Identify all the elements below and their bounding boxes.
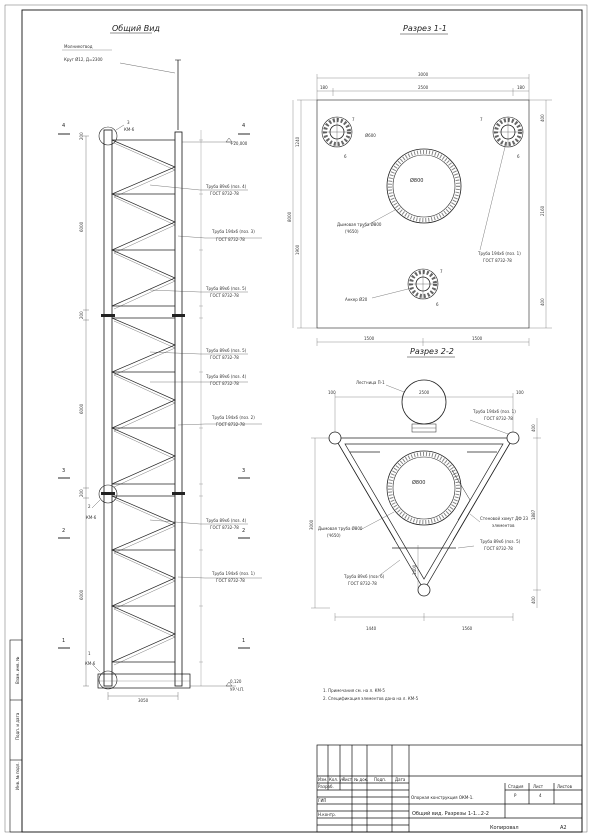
- tb-project: Опорная конструкция ОКМ-1.: [411, 795, 474, 800]
- section-1-left-dim-1: 1240: [295, 136, 300, 147]
- section-2-frame: [335, 438, 513, 590]
- note-2: 2. Спецификация элементов дана на л. КМ-5: [323, 696, 419, 701]
- section-2-top-dim-2: 2500: [419, 390, 430, 395]
- callout-7-line-2: ГОСТ 8732-78: [210, 525, 239, 530]
- section-1-small-dim: Ø600: [365, 133, 376, 138]
- callout-8-line-2: ГОСТ 8732-78: [216, 578, 245, 583]
- tb-sheet-title: Общий вид. Разрезы 1-1...2-2: [412, 811, 489, 817]
- note-1: 1. Примечания см. на л. КМ-5: [323, 688, 385, 693]
- tb-header-3: Лист: [342, 777, 353, 782]
- section-1-top-dim-2: 2500: [418, 85, 429, 90]
- splice-nodes: [101, 314, 185, 495]
- section-2-node-left: [329, 432, 341, 444]
- tb-stage-header: Стадия: [508, 784, 524, 789]
- section-2-2: [309, 347, 541, 631]
- section-2-right-dim-3: 400: [531, 596, 536, 604]
- section-1-chimney-label-2: (Ч650): [345, 229, 359, 234]
- tb-row-1: Разраб.: [318, 784, 334, 789]
- cut-label-3-right: 3: [242, 468, 246, 474]
- node-number-3: 1: [88, 651, 91, 656]
- section-1-title: Разрез 1-1: [403, 24, 447, 33]
- left-dim-3: 6000: [79, 589, 84, 600]
- section-1-top-dim-3: 180: [517, 85, 525, 90]
- section-1-right-dim-2: 2160: [540, 205, 545, 216]
- section-1-chimney-label-1: Дымовая труба Ø800: [337, 222, 382, 227]
- section-2-ladder-label: Лестница П-1: [356, 380, 385, 385]
- tb-sheets-header: Листов: [557, 784, 572, 789]
- bracing: [112, 140, 175, 665]
- left-small-dim-1: 200: [79, 311, 84, 319]
- cut-label-1-left: 1: [62, 638, 66, 644]
- callout-2-line-1: Труба 194х6 (поз. 3): [212, 229, 255, 234]
- node-number-2: 2: [88, 504, 91, 509]
- left-column: [104, 130, 112, 686]
- section-2-right-dim-2: 1887: [531, 509, 536, 520]
- section-1-left-dim-3: 1900: [295, 244, 300, 255]
- elevation-bottom-note: УР.Ч.П.: [230, 687, 245, 692]
- left-dim-2: 6000: [79, 403, 84, 414]
- tb-header-5: Подп.: [374, 777, 387, 782]
- callout-5-line-1: Труба 89х6 (поз. 4): [206, 374, 247, 379]
- section-1-1: [287, 24, 552, 346]
- node-number-1: 3: [127, 120, 130, 125]
- section-1-pipe-label-2: ГОСТ 8732-78: [483, 258, 512, 263]
- right-column: [175, 132, 182, 686]
- callout-5-line-2: ГОСТ 8732-78: [210, 381, 239, 386]
- section-1-mark-1: 7: [352, 117, 355, 122]
- section-2-chimney-inner: [393, 457, 455, 519]
- tb-stage: Р: [514, 793, 517, 798]
- section-1-chimney-inner: [393, 155, 455, 217]
- section-2-clamp-label-1: Стеновой хомут ДФ 23: [480, 516, 529, 521]
- section-2-bottom-dim-1: 1440: [366, 626, 377, 631]
- tb-sheet-header: Лист: [533, 784, 544, 789]
- callout-8-line-1: Труба 194х6 (поз. 1): [212, 571, 255, 576]
- section-1-left-dim-2: 8000: [287, 211, 292, 222]
- tb-header-2: Кол. уч: [329, 777, 345, 782]
- section-2-pipe6-label-2: ГОСТ 8732-78: [348, 581, 377, 586]
- section-1-mark-5: 6: [517, 154, 520, 159]
- callout-3-line-1: Труба 89х6 (поз. 5): [206, 286, 247, 291]
- section-1-right-dim-1: 400: [540, 114, 545, 122]
- section-1-chimney-outer: [387, 149, 461, 223]
- tb-format: А2: [560, 825, 567, 831]
- node-label-3: КМ-6: [85, 661, 96, 666]
- section-2-pipe1-label-1: Труба 194х6 (поз. 1): [473, 409, 516, 414]
- side-stamp-1: Инв. № подл.: [15, 762, 20, 790]
- section-1-overall-width: 3000: [418, 72, 429, 77]
- section-2-chimney-label-2: (Ч650): [327, 533, 341, 538]
- left-small-dim-2: 200: [79, 489, 84, 497]
- section-1-mark-4: 6: [344, 154, 347, 159]
- node-label-1: КМ-6: [124, 127, 135, 132]
- left-small-dim-3: 200: [79, 132, 84, 140]
- lightning-rod-label-1: Молниеотвод: [64, 44, 93, 49]
- section-1-pipe-label-1: Труба 194х6 (поз. 1): [478, 251, 521, 256]
- right-dimension-chain: [199, 130, 203, 686]
- callout-2-line-2: ГОСТ 8732-78: [216, 237, 245, 242]
- side-stamp-2: Подп. и дата: [15, 712, 20, 740]
- section-1-right-dim-3: 400: [540, 298, 545, 306]
- callout-4-line-2: ГОСТ 8732-78: [210, 355, 239, 360]
- section-1-chimney-dia: Ø800: [410, 178, 424, 184]
- tb-copied: Копировал: [490, 825, 519, 831]
- section-1-bottom-dim-1: 1500: [364, 336, 375, 341]
- section-2-pipe5-label-1: Труба 89х6 (поз. 5): [480, 539, 521, 544]
- cut-label-3-left: 3: [62, 468, 66, 474]
- cut-label-4-right: 4: [242, 123, 246, 129]
- section-1-mark-3: 7: [440, 269, 443, 274]
- section-2-bottom-dim-2: 1560: [462, 626, 473, 631]
- base-width: 3050: [138, 698, 149, 703]
- section-2-pipe5-label-2: ГОСТ 8732-78: [484, 546, 513, 551]
- section-2-chimney-dia: Ø800: [412, 480, 426, 486]
- section-1-mark-6: 6: [436, 302, 439, 307]
- inner-frame: [22, 10, 582, 832]
- section-2-chimney-label-1: Дымовая труба Ø800: [318, 526, 363, 531]
- left-dim-1: 6000: [79, 221, 84, 232]
- section-2-node-bottom: [418, 584, 430, 596]
- tb-sheet-no: 4: [539, 793, 542, 798]
- section-1-top-dim-1: 180: [320, 85, 328, 90]
- callout-6-line-2: ГОСТ 8732-78: [216, 422, 245, 427]
- section-1-anchor-label: Анкер Ø20: [345, 297, 368, 302]
- cut-label-2-right: 2: [242, 528, 246, 534]
- node-label-2: КМ-6: [86, 515, 97, 520]
- section-2-right-dim-1: 400: [531, 424, 536, 432]
- cut-label-2-left: 2: [62, 528, 66, 534]
- callout-6-line-1: Труба 194х6 (поз. 2): [212, 415, 255, 420]
- ladder-platform: [402, 380, 446, 424]
- tb-row-3: ГИП: [318, 798, 327, 803]
- lightning-rod-label-2: Круг Ø12, Д=2300: [64, 57, 103, 62]
- section-2-chimney-outer: [387, 451, 461, 525]
- section-2-small-dim: 1400: [412, 564, 417, 575]
- tb-header-4: № док.: [354, 777, 369, 782]
- general-view: [58, 24, 262, 703]
- section-1-mark-2: 7: [480, 117, 483, 122]
- side-stamp-3: Взам. инв. №: [15, 656, 20, 684]
- callout-7-line-1: Труба 89х6 (поз. 4): [206, 518, 247, 523]
- section-2-title: Разрез 2-2: [410, 347, 454, 356]
- cut-label-4-left: 4: [62, 123, 66, 129]
- section-1-flange-right: [493, 117, 523, 147]
- tb-header-1: Изм.: [318, 777, 328, 782]
- callout-1-line-1: Труба 89х6 (поз. 4): [206, 184, 247, 189]
- callout-1-line-2: ГОСТ 8732-78: [210, 191, 239, 196]
- section-2-pipe6-label-1: Труба 89х6 (поз. 6): [344, 574, 385, 579]
- section-2-clamp-label-2: элементов: [492, 523, 515, 528]
- callout-3-line-2: ГОСТ 8732-78: [210, 293, 239, 298]
- section-1-bottom-dim-2: 1500: [472, 336, 483, 341]
- general-view-title: Общий Вид: [112, 24, 160, 33]
- section-2-node-right: [507, 432, 519, 444]
- section-2-top-dim-1: 100: [328, 390, 336, 395]
- section-2-top-dim-3: 100: [516, 390, 524, 395]
- callout-4-line-1: Труба 89х6 (поз. 5): [206, 348, 247, 353]
- section-1-flange-bottom: [408, 269, 438, 299]
- elevation-bottom: 0,120: [230, 679, 242, 684]
- section-1-flange-left: [322, 117, 352, 147]
- section-2-pipe1-label-2: ГОСТ 8732-78: [484, 416, 513, 421]
- section-2-left-dim: 3000: [309, 519, 314, 530]
- tb-row-5: Н.контр.: [318, 812, 336, 817]
- cut-label-1-right: 1: [242, 638, 246, 644]
- elevation-top: +20,000: [230, 141, 248, 146]
- tb-header-6: Дата: [395, 777, 406, 782]
